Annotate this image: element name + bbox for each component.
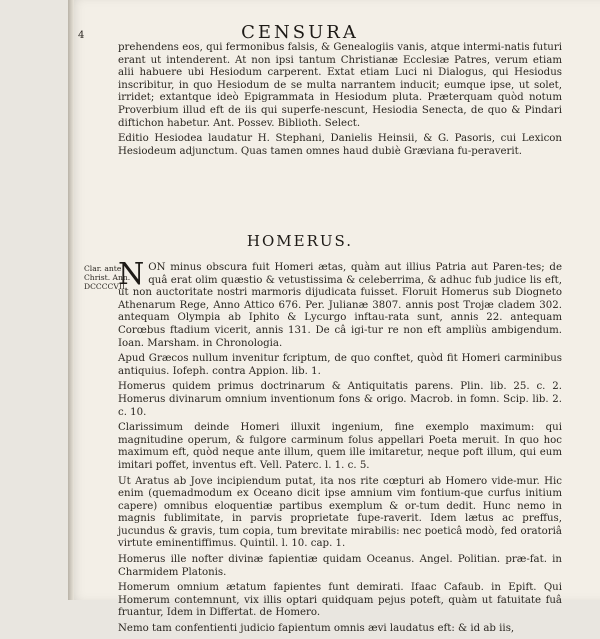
paragraph [118,257,562,350]
margin-note: Clar. ante Christ. Ann. DCCCCVII. [84,264,131,291]
hesiod-section-text [118,42,562,161]
paragraph: prehendens eos, qui fermonibus falsis, & Genealogiis vanis, atque intermi-natis futuri erant ut intenderent. At non ipsi tantum Christianæ Ecclesiæ Patres, verum etiam alii habuere ubi Hesiodum carperent. Extat etiam Luci ni Dialogus, qui Hesiodus inscribitur, in quo Hesiodum de se multa narrantem inducit; eumque ipse, ut solet, irridet; extantque ideò Epigrammata in Hesiodum pluta. Præterquam quòd notum Proverbium illud eft de iis qui superfe-nescunt, Hesiodia Senecta, de quo & Pindari diftichon habetur. Ant. Possev. Biblioth. Select. [118,42,562,129]
paragraph: Homerus quidem primus doctrinarum & Antiquitatis parens. Plin. lib. 25. c. 2. Homerus divinarum omnium inventionum fons & origo. Macrob. in fomn. Scip. lib. 2. c. 10. [118,381,562,418]
paragraph: Apud Græcos nullum invenitur fcriptum, de quo conftet, quòd fit Homeri carminibus antiquius. Iofeph. contra Appion. lib. 1. [118,353,562,377]
paragraph: Homerum omnium ætatum fapientes funt demirati. Ifaac Cafaub. in Epift. Qui Homerum contemnunt, vix illis optari quidquam pejus poteft, quàm ut fatuitate fuâ fruantur, Idem in Differtat. de Homero. [118,582,562,619]
page-number: 4 [78,30,85,41]
running-head: CENSURA [241,22,359,43]
paragraph: Clarissimum deinde Homeri illuxit ingenium, fine exemplo maximum: qui magnitudine operum, & fulgore carminum folus appellari Poeta meruit. In quo hoc maximum eft, quòd neque ante illum, quem ille imitaretur, neque poft illum, qui eum imitari poffet, inventus eft. Vell. Paterc. l. 1. c. 5. [118,422,562,471]
paragraph: Editio Hesiodea laudatur H. Stephani, Danielis Heinsii, & G. Pasoris, cui Lexicon Hesiodeum adjunctum. Quas tamen omnes haud dubiè Græviana fu-peraverit. [118,133,562,157]
paragraph: Homerus ille nofter divinæ fapientiæ quidam Oceanus. Angel. Politian. præ-fat. in Charmidem Platonis. [118,554,562,578]
homerus-section-text [118,257,562,639]
paragraph: Nemo tam confentienti judicio fapientum omnis ævi laudatus eft: & id ab iis, [118,623,515,635]
paragraph: Ut Aratus ab Jove incipiendum putat, ita nos rite cœpturi ab Homero vide-mur. Hic enim (quemadmodum ex Oceano dicit ipse amnium vim fontium-que curfus initium capere) omnibus eloquentiæ partibus exemplum & or-tum dedit. Hunc nemo in magnis fublimitate, in parvis proprietate fupe-raverit. Idem lætus ac preffus, jucundus & gravis, tum copia, tum brevitate mirabilis: nec poeticâ modò, fed oratoriâ virtute eminentiffimus. Quintil. l. 10. cap. 1. [118,475,562,550]
page-binding [68,0,74,600]
section-title: HOMERUS. [246,232,354,250]
drop-capital: N [118,257,145,292]
paragraph-body: ON minus obscura fuit Homeri ætas, quàm aut illius Patria aut Paren-tes; de quâ erat olim quæstio & vetustissima & celeberrima, & adhuc fub judice lis eft, ut non auctoritate nostri marmoris dijudicata fuisset. Floruit Homerus sub Diogneto Athenarum Rege, Anno Attico 676. Per. Julianæ 3807. annis post Trojæ cladem 302. antequam Olympia ab Iphito & Lycurgo inftau-rata sunt, annis 22. antequam Corœbus ftadium vicerit, annis 131. De câ igi-tur re non eft ampliùs ambigendum. Ioan. Marsham. in Chronologia. [118,262,562,349]
